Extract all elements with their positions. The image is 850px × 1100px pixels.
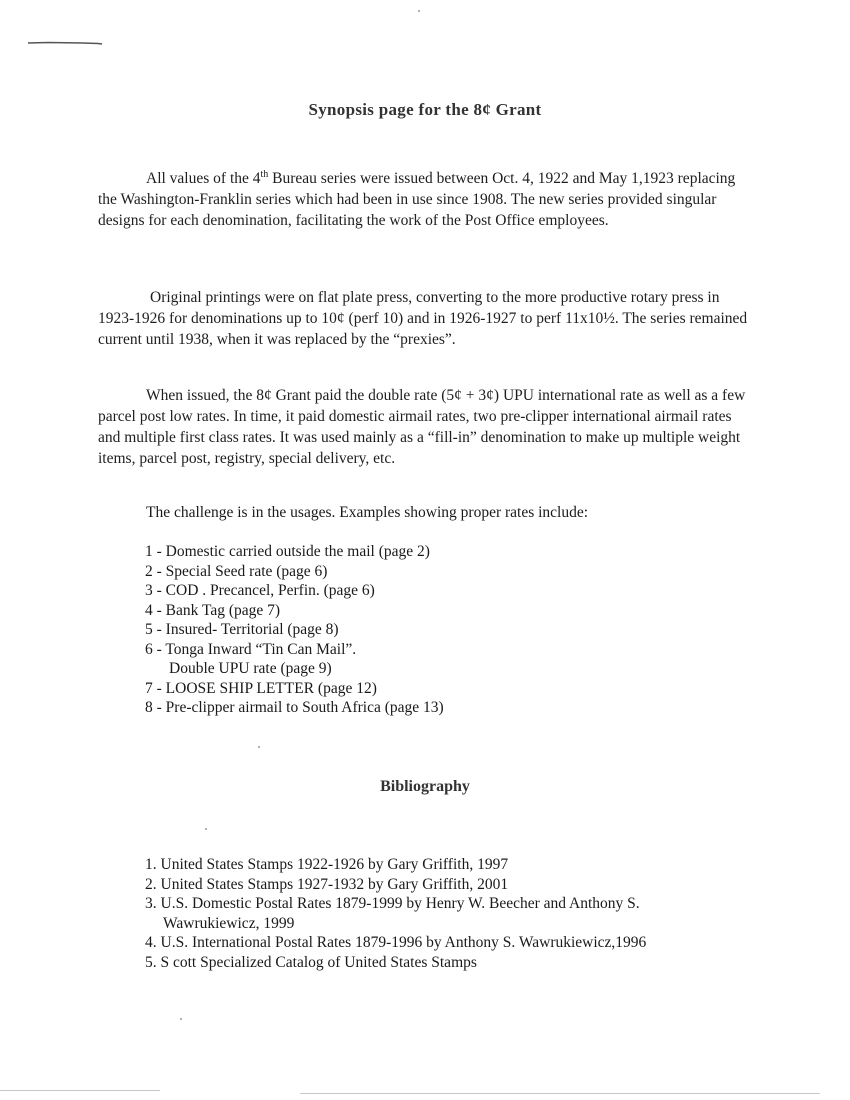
paragraph-usage-rates xyxy=(98,385,748,469)
list-item: 8 - Pre-clipper airmail to South Africa (page 13) xyxy=(145,699,444,716)
bibliography-item: 2. United States Stamps 1927-1932 by Gary Griffith, 2001 xyxy=(145,875,509,893)
scan-edge-line xyxy=(300,1093,820,1094)
list-item: 3 - COD . Precancel, Perfin. (page 6) xyxy=(145,582,375,599)
list-item: 5 - Insured- Territorial (page 8) xyxy=(145,621,339,638)
scan-speck xyxy=(258,746,260,748)
list-item-continuation: Double UPU rate (page 9) xyxy=(169,660,332,677)
bibliography-heading: Bibliography xyxy=(380,778,470,795)
list-item: 7 - LOOSE SHIP LETTER (page 12) xyxy=(145,679,377,697)
paragraph-usage-rates-text: When issued, the 8¢ Grant paid the double rate (5¢ + 3¢) UPU international rate as well as a few parcel post low rates. In time, it paid domestic airmail rates, two pre-clipper international airmail rates and multiple first class rates. It was used mainly as a “fill-in” denomination to make up multiple weight items, parcel post, registry, special delivery, etc. xyxy=(98,387,746,467)
paragraph-intro-text-a: All values of the 4 xyxy=(146,170,261,187)
list-item: 2 - Special Seed rate (page 6) xyxy=(145,562,328,580)
pen-stroke-mark xyxy=(28,40,104,46)
page-title: Synopsis page for the 8¢ Grant xyxy=(308,100,542,119)
scan-speck xyxy=(180,1018,182,1020)
list-item: 1 - Domestic carried outside the mail (page 2) xyxy=(145,543,430,560)
ordinal-suffix: th xyxy=(260,168,269,180)
scan-speck xyxy=(205,828,207,830)
list-item: 6 - Tonga Inward “Tin Can Mail”. xyxy=(145,640,357,658)
bibliography-list xyxy=(145,855,715,972)
bibliography-item: 3. U.S. Domestic Postal Rates 1879-1999 by Henry W. Beecher and Anthony S. Wawrukiewicz, 1999 xyxy=(145,895,640,932)
paragraph-printings-text: Original printings were on flat plate press, converting to the more productive rotary press in 1923-1926 for denominations up to 10¢ (perf 10) and in 1926-1927 to perf 11x10½. The series remained current until 1938, when it was replaced by the “prexies”. xyxy=(98,289,748,348)
paragraph-intro-text-b: Bureau series were issued between Oct. 4, 1922 and May 1,1923 replacing the Washington-Franklin series which had been in use since 1908. The new series provided singular designs for each denomination, facilitating the work of the Post Office employees. xyxy=(98,170,736,229)
usages-list xyxy=(145,542,705,718)
bibliography-item: 1. United States Stamps 1922-1926 by Gary Griffith, 1997 xyxy=(145,856,509,873)
list-item: 4 - Bank Tag (page 7) xyxy=(145,601,281,619)
usages-lead: The challenge is in the usages. Examples showing proper rates include: xyxy=(146,504,589,521)
scan-edge-line xyxy=(0,1090,160,1091)
scan-speck xyxy=(418,10,420,12)
bibliography-item: 4. U.S. International Postal Rates 1879-1996 by Anthony S. Wawrukiewicz,1996 xyxy=(145,934,647,951)
bibliography-item: 5. S cott Specialized Catalog of United States Stamps xyxy=(145,953,477,971)
paragraph-printings xyxy=(98,287,748,350)
paragraph-intro xyxy=(98,168,748,231)
